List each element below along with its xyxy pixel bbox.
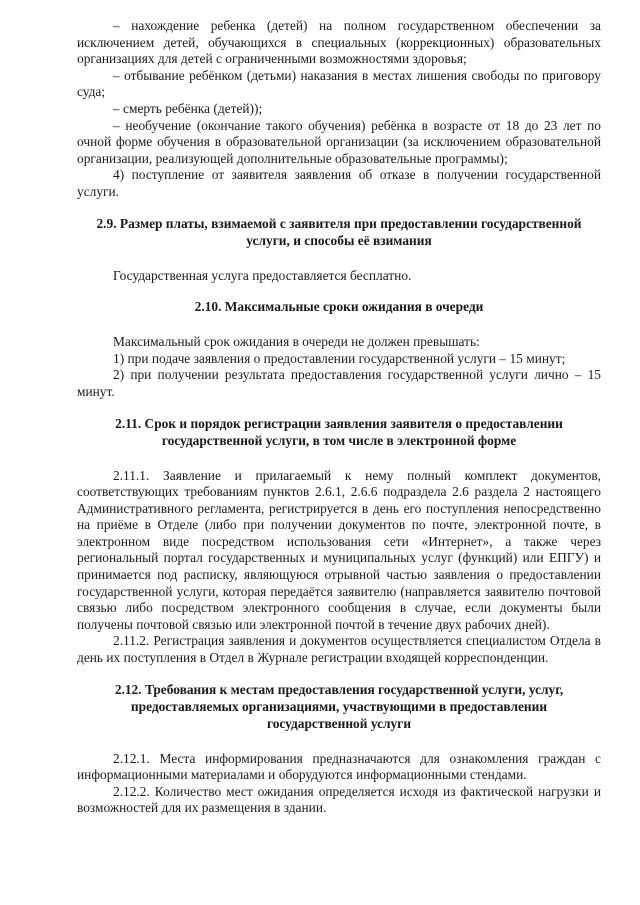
section-2-11-paragraph-1: 2.11.1. Заявление и прилагаемый к нему полный комплект документов, соответствующих требованиям пунктов 2.6.1, 2.6.6 подраздела 2.6 раздела 2 настоящего Административного регламента, регистрируется в день его поступления непосредственно на приёме в Отделе (либо при получении документов по почте, электронной почте, в электронном виде посредством использования сети «Интернет», а также через региональный портал государственных и муниципальных услуг (функций) или ЕПГУ) и принимается под расписку, являющуюся отрывной частью заявления о предоставлении государственной услуги, которая передаётся заявителю (направляется заявителю почтовой связью либо посредством электронного сообщения в случае, если документы были получены почтовой связью или электронной почтой в течение двух рабочих дней). [77, 467, 601, 632]
section-2-10-paragraph-1: Максимальный срок ожидания в очереди не должен превышать: [113, 334, 480, 350]
section-2-12 [77, 681, 601, 817]
section-2-9-heading-line-2: услуги, и способы её взимания [246, 232, 432, 248]
paragraph-maintenance: – нахождение ребенка (детей) на полном государственном обеспечении за исключением детей, обучающихся в специальных (коррекционных) образовательных организациях для детей с ограниченными возможностями здоровья; [77, 18, 601, 67]
section-2-10-heading: 2.10. Максимальные сроки ожидания в очереди [194, 299, 484, 315]
top-block [77, 18, 601, 201]
section-2-12-heading-line-3: государственной услуги [266, 715, 412, 731]
section-2-11-paragraph-2: 2.11.2. Регистрация заявления и документов осуществляется специалистом Отдела в день их поступления в Отдел в Журнале регистрации входящей корреспонденции. [77, 633, 601, 666]
section-2-12-paragraph-2: 2.12.2. Количество мест ожидания определяется исходя из фактической нагрузки и возможностей для их размещения в здании. [77, 783, 601, 816]
section-2-12-paragraph-1: 2.12.1. Места информирования предназначаются для ознакомления граждан с информационными материалами и оборудуются информационными стендами. [77, 750, 601, 783]
paragraph-imprisonment: – отбывание ребёнком (детьми) наказания в местах лишения свободы по приговору суда; [77, 67, 601, 100]
section-2-11-heading-line-2: государственной услуги, в том числе в электронной форме [161, 432, 517, 448]
section-2-10 [77, 298, 601, 400]
section-2-11-heading-line-1: 2.11. Срок и порядок регистрации заявления заявителя о предоставлении [115, 415, 563, 431]
paragraph-non-education: – необучение (окончание такого обучения) ребёнка в возрасте от 18 до 23 лет по очной форме обучения в образовательной организации (за исключением образовательной организации, реализующей дополнительные образовательные программы); [77, 117, 601, 166]
paragraph-death: – смерть ребёнка (детей)); [113, 100, 263, 116]
section-2-9-paragraph-1: Государственная услуга предоставляется бесплатно. [113, 267, 412, 283]
paragraph-refusal: 4) поступление от заявителя заявления об отказе в получении государственной услуги. [77, 167, 601, 199]
section-2-10-paragraph-2: 1) при подаче заявления о предоставлении государственной услуги – 15 минут; [113, 350, 566, 366]
section-2-9-heading-line-1: 2.9. Размер платы, взимаемой с заявителя при предоставлении государственной [96, 215, 582, 231]
section-2-12-heading-line-2: предоставляемых организациями, участвующими в предоставлении [130, 698, 548, 714]
section-2-12-heading-line-1: 2.12. Требования к местам предоставления государственной услуги, услуг, [114, 681, 564, 697]
section-2-9 [77, 215, 601, 285]
section-2-11 [77, 415, 601, 667]
section-2-10-paragraph-3: 2) при получении результата предоставления государственной услуги лично – 15 минут. [77, 367, 601, 399]
